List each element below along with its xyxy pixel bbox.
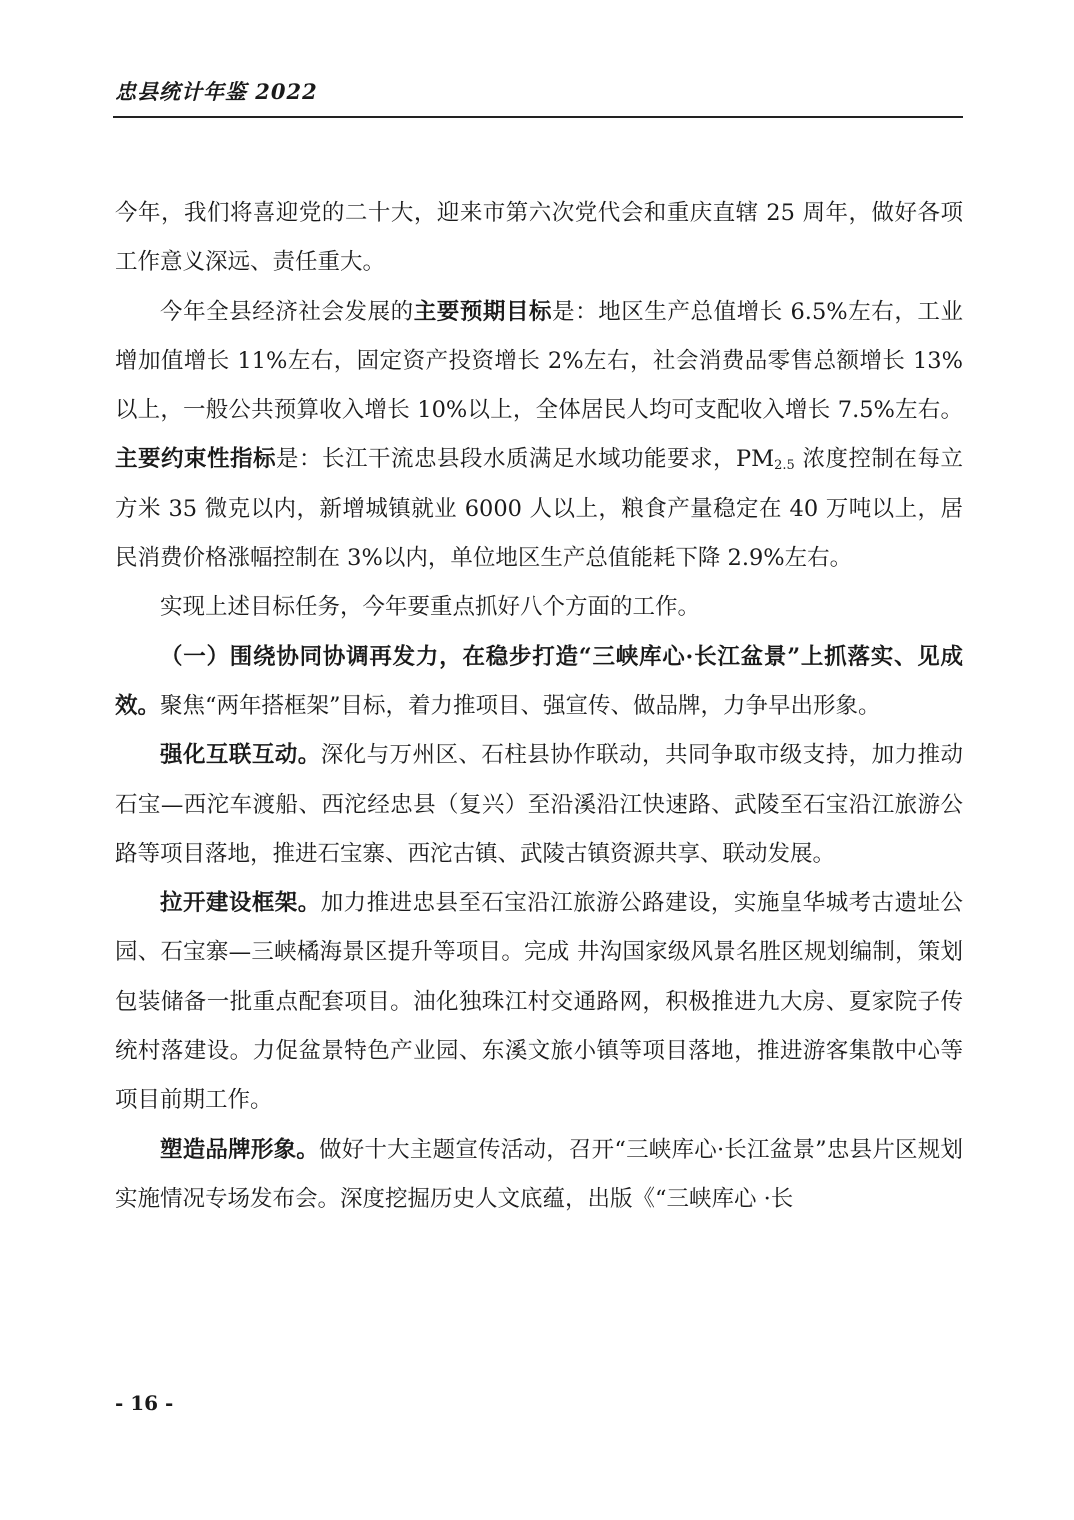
paragraph bbox=[115, 288, 963, 584]
paragraph bbox=[115, 189, 963, 288]
bold-run: 强化互联互动。 bbox=[160, 742, 321, 769]
bold-run: 塑造品牌形象。 bbox=[160, 1136, 320, 1163]
text-run: 是：地区生产总值增长 6.5%左右，工业增加值增长 11%左右，固定资产投资增长 2%左右，社会消费品零售总额增长 13%以上，一般公共预算收入增长 10%以上，全体居民人均可支配收入增长 7.5%左右。 bbox=[115, 298, 963, 424]
bold-run: （一）围绕协同协调再发力，在稳步打造“三峡库心·长江盆景”上抓落实、见成效。 bbox=[115, 643, 963, 719]
paragraph bbox=[115, 1126, 963, 1225]
text-run: 聚焦“两年搭框架”目标，着力推项目、强宣传、做品牌，力争早出形象。 bbox=[160, 692, 881, 719]
text-run: 浓度控制在每立方米 35 微克以内，新增城镇就业 6000 人以上，粮食产量稳定在 40 万吨以上，居民消费价格涨幅控制在 3%以内，单位地区生产总值能耗下降 2.9%左右。 bbox=[115, 446, 963, 572]
bold-run: 主要约束性指标 bbox=[115, 446, 276, 473]
text-run: 实现上述目标任务，今年要重点抓好八个方面的工作。 bbox=[160, 594, 701, 621]
text-run: 深化与万州区、石柱县协作联动，共同争取市级支持，加力推动石宝—西沱车渡船、西沱经忠县（复兴）至沿溪沿江快速路、武陵至石宝沿江旅游公路等项目落地，推进石宝寨、西沱古镇、武陵古镇资源共享、联动发展。 bbox=[115, 742, 963, 867]
bold-run: 主要预期目标 bbox=[413, 298, 553, 325]
bold-run: 拉开建设框架。 bbox=[160, 890, 321, 917]
header-rule bbox=[113, 116, 963, 118]
paragraph bbox=[115, 633, 963, 732]
paragraph bbox=[115, 583, 963, 632]
running-header: 忠县统计年鉴 2022 bbox=[115, 79, 318, 104]
body-text bbox=[115, 189, 963, 1224]
text-run: 加力推进忠县至石宝沿江旅游公路建设，实施皇华城考古遗址公园、石宝寨—三峡橘海景区提升等项目。完成 井沟国家级风景名胜区规划编制，策划包装储备一批重点配套项目。油化独珠江村交通路网，积极推进九大房、夏家院子传统村落建设。力促盆景特色产业园、东溪文旅小镇等项目落地，推进游客集散中心等项目前期工作。 bbox=[115, 890, 963, 1114]
text-run: 今年，我们将喜迎党的二十大，迎来市第六次党代会和重庆直辖 25 周年，做好各项工作意义深远、责任重大。 bbox=[115, 200, 963, 276]
paragraph bbox=[115, 731, 963, 879]
text-run: 是：长江干流忠县段水质满足水域功能要求，PM bbox=[276, 446, 775, 473]
text-run: 今年全县经济社会发展的 bbox=[160, 298, 414, 325]
paragraph bbox=[115, 879, 963, 1125]
page-number: - 16 - bbox=[115, 1391, 174, 1415]
subscript-run: 2.5 bbox=[774, 458, 795, 474]
text-run: 做好十大主题宣传活动，召开“三峡库心·长江盆景”忠县片区规划实施情况专场发布会。深度挖掘历史人文底蕴，出版《“三峡库心 ·长 bbox=[115, 1136, 963, 1212]
